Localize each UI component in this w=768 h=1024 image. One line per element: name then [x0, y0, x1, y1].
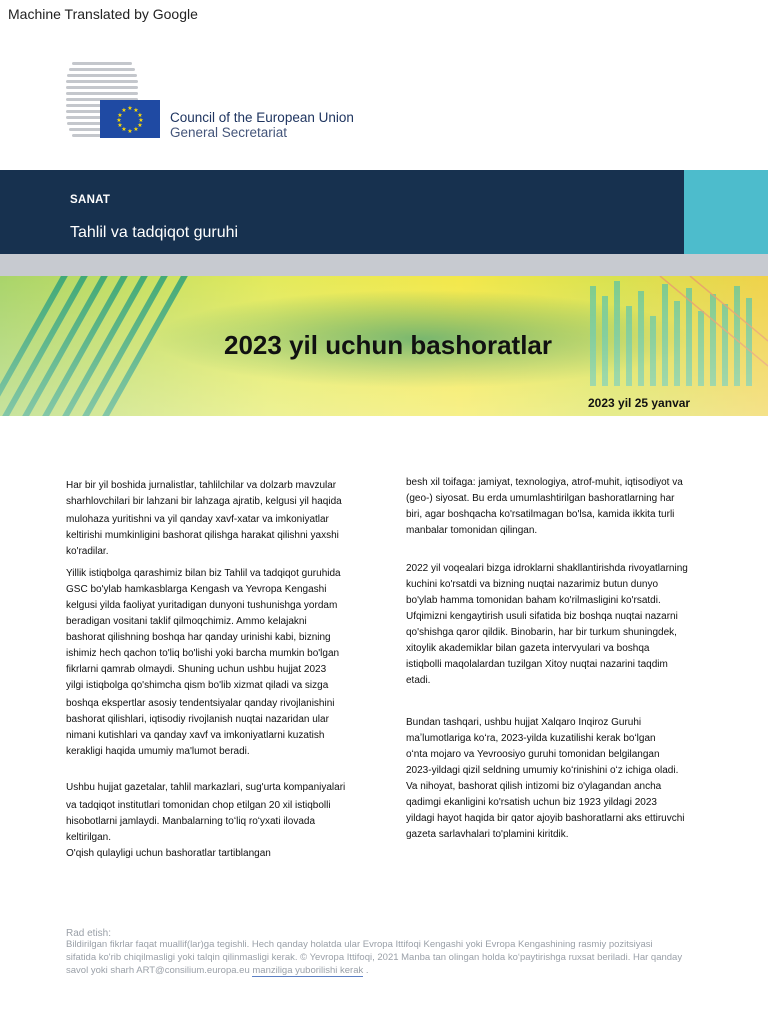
text-line: beradigan vositani taklif qilmoqchimiz. Ammo kelajakni — [66, 616, 307, 627]
text-line: Yillik istiqbolga qarashimiz bilan biz Tahlil va tadqiqot guruhida — [66, 568, 341, 579]
svg-text:★: ★ — [133, 107, 139, 114]
text-line: 2022 yil voqealari bizga idroklarni shakllantirishda rivoyatlarning — [406, 563, 688, 574]
hero-date: 2023 yil 25 yanvar — [588, 396, 691, 410]
svg-text:★: ★ — [133, 126, 139, 133]
text-line: Har bir yil boshida jurnalistlar, tahlilchilar va dolzarb mavzular — [66, 480, 337, 491]
svg-text:★: ★ — [137, 122, 143, 129]
text-line: kelgusi yilda faoliyat yuritadigan dunyoni tushunishga yordam — [66, 600, 338, 611]
disclaimer-line: sifatida ko'rib chiqilmasligi yoki talqin qilinmasligi kerak. © Yevropa Ittifoqi, 2021 Manba tan olingan holda koʻpaytirishga ruxsat beriladi. Har qanday — [66, 952, 683, 963]
disclaimer-text-pre: savol yoki sharh ART@consilium.europa.eu — [66, 965, 250, 976]
text-line: maʼlumotlariga koʻra, 2023-yilda kuzatilishi kerak boʻlgan — [406, 733, 656, 744]
text-line: yilgi istiqbolga qo'shimcha qism bo'lib xizmat qiladi va sizga — [66, 680, 329, 691]
text-line: qadimgi ekanligini ko'rsatish uchun biz 1923 yildagi 2023 — [406, 797, 657, 808]
svg-text:★: ★ — [121, 107, 127, 114]
text-line: fikrlarni qamrab olmaydi. Shuning uchun ushbu hujjat 2023 — [66, 664, 327, 675]
text-line: (geo-) siyosat. Bu erda umumlashtirilgan bashoratlarning har — [406, 493, 675, 504]
logo-line2: General Secretariat — [170, 125, 288, 140]
logo-line1: Council of the European Union — [170, 110, 354, 125]
text-line: kerakligi haqida umumiy ma'lumot beradi. — [66, 746, 250, 757]
section-label: SANAT — [70, 194, 111, 206]
text-line: besh xil toifaga: jamiyat, texnologiya, atrof-muhit, iqtisodiyot va — [406, 477, 683, 488]
group-name: Tahlil va tadqiqot guruhi — [70, 224, 239, 241]
text-line: boshqa ekspertlar asosiy tendentsiyalar qanday rivojlanishini — [66, 698, 335, 709]
disclaimer-text-post: . — [365, 965, 369, 976]
disclaimer-text — [66, 938, 716, 977]
text-line: ko'radilar. — [66, 546, 109, 557]
text-line: bashorat qilishlari, iqtisodiy rivojlanish nuqtai nazaridan ular — [66, 714, 329, 725]
text-line: ishimiz hech qachon to'liq bo'lishi yoki barcha mumkin bo'lgan — [66, 648, 340, 659]
text-line: sharhlovchilari bir lahzani bir lahzaga ajratib, kelgusi yil haqida — [66, 496, 342, 507]
text-line: etadi. — [406, 675, 431, 686]
text-line: kuchini ko'rsatdi va bizning nuqtai nazarimiz butun dunyo — [406, 579, 659, 590]
disclaimer-line — [66, 964, 716, 977]
text-line: keltirilgan. — [66, 832, 112, 843]
text-line: nimani kutishlari va qanday xavf va imkoniyatlarni kuzatish — [66, 730, 325, 741]
disclaimer-title: Rad etish: — [66, 928, 112, 939]
text-line: xitoylik akademiklar bilan gazeta intervyulari va boshqa — [406, 643, 650, 654]
svg-text:★: ★ — [138, 117, 144, 124]
svg-text:★: ★ — [117, 112, 123, 119]
text-line: manbalar tomonidan qilingan. — [406, 525, 538, 536]
text-line: GSC bo'ylab hamkasblarga Kengash va Yevropa Kengashi — [66, 584, 327, 595]
svg-text:★: ★ — [137, 112, 143, 119]
hero-title: 2023 yil uchun bashoratlar — [224, 330, 553, 360]
text-line: istiqbolli maqolalardan tuzilgan Xitoy nuqtai nazarini taqdim — [406, 659, 668, 670]
text-line: yildagi hayot haqida bir qator ajoyib bashoratlarni aks ettiruvchi — [406, 813, 685, 824]
svg-text:★: ★ — [117, 122, 123, 129]
text-line: bashorat qilishning boshqa har qanday urinishi kabi, bizning — [66, 632, 331, 643]
text-line: Ushbu hujjat gazetalar, tahlil markazlari, sug'urta kompaniyalari — [66, 782, 346, 793]
disclaimer-line: Bildirilgan fikrlar faqat muallif(lar)ga tegishli. Hech qanday holatda ular Evropa Ittifoqi Kengashi yoki Evropa Kengashining rasmiy pozitsiyasi — [66, 939, 653, 950]
machine-translated-label: Machine Translated by Google — [8, 6, 198, 22]
text-line: Ufqimizni kengaytirish usuli sifatida biz boshqa nuqtai nazarni — [406, 611, 678, 622]
text-line: O'qish qulayligi uchun bashoratlar tartiblangan — [66, 848, 271, 859]
text-line: keltirishi mumkinligini bashorat qilishga harakat qilishni yaxshi — [66, 530, 339, 541]
header-banner-stripe — [0, 254, 768, 276]
svg-text:★: ★ — [121, 126, 127, 133]
text-line: biri, agar boshqacha ko'rsatilmagan bo'lsa, kamida ikkita turli — [406, 509, 675, 520]
left-column — [66, 478, 386, 862]
council-logo-text — [170, 110, 354, 140]
text-line: 2023-yildagi qizil seldning umumiy koʻrinishini oʻz ichiga oladi. — [406, 765, 679, 776]
svg-text:★: ★ — [127, 105, 133, 112]
text-line: va tadqiqot institutlari tomonidan chop etilgan 20 xil istiqbolli — [66, 800, 331, 811]
disclaimer-email-link[interactable]: manziliga yuborilishi kerak — [252, 965, 364, 976]
text-line: gazeta sarlavhalari to'plamini kiritdik. — [406, 829, 569, 840]
text-line: hisobotlarni jamlaydi. Manbalarning toʻliq roʻyxati ilovada — [66, 816, 316, 827]
svg-text:★: ★ — [116, 117, 122, 124]
text-line: bo'ylab hamma tomonidan baham ko'rilmasligini ko'rsatdi. — [406, 595, 661, 606]
eu-flag-icon — [100, 100, 160, 138]
header-banner-accent — [684, 170, 768, 254]
text-line: Va nihoyat, bashorat qilish intizomi biz o'ylagandan ancha — [406, 781, 662, 792]
text-line: Bundan tashqari, ushbu hujjat Xalqaro Inqiroz Guruhi — [406, 717, 642, 728]
text-line: oʻnta mojaro va Yevroosiyo guruhi tomonidan belgilangan — [406, 749, 660, 760]
svg-text:★: ★ — [127, 128, 133, 135]
text-line: mulohaza yuritishni va yil qanday xavf-xatar va imkoniyatlar — [66, 514, 329, 525]
right-column — [406, 475, 736, 843]
text-line: qo'shishga qaror qildik. Binobarin, har bir turkum shuningdek, — [406, 627, 677, 638]
